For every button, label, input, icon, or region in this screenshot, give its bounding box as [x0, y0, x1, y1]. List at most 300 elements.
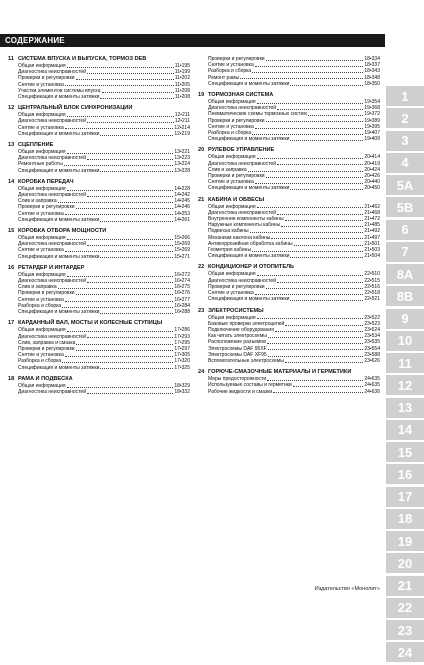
toc-column-left — [8, 56, 190, 400]
entry-title: Спецификация и моменты затяжки — [18, 94, 100, 101]
entry-title: Снятие и установка — [208, 179, 254, 186]
entry-title: Механизм наклона кабины — [208, 234, 271, 241]
section-number: 23 — [198, 307, 205, 314]
entry-title: Спецификация и моменты затяжки — [18, 364, 100, 371]
entry-title: Диагностика неисправностей — [208, 209, 276, 216]
dot-leader — [67, 116, 174, 117]
entry-page: 21•462 — [364, 203, 380, 210]
entry-page: 23•523 — [364, 320, 380, 327]
dot-leader — [100, 135, 173, 136]
entry-page: 18•350 — [364, 80, 380, 87]
entry-title: Пневматические схемы тормозных систем — [208, 111, 307, 118]
entry-page: 24•635 — [364, 382, 380, 389]
entry-title: Диагностика неисправностей — [18, 192, 86, 199]
chapter-tab[interactable]: 1 — [386, 86, 424, 106]
entry-page: 12•219 — [174, 130, 190, 137]
toc-entry[interactable] — [198, 296, 380, 302]
entry-title: Подключение оборудования — [208, 326, 274, 333]
chapter-tab[interactable]: 22 — [386, 598, 424, 618]
dot-leader — [76, 79, 174, 80]
dot-leader — [65, 301, 174, 302]
entry-page: 21•497 — [364, 234, 380, 241]
section-title — [8, 228, 190, 235]
chapter-tab[interactable]: 24 — [386, 642, 424, 662]
dot-leader — [255, 66, 364, 67]
entry-page: 17•293 — [174, 333, 190, 340]
dot-leader — [100, 171, 173, 172]
chapter-tab[interactable]: 9 — [386, 309, 424, 329]
entry-page: 17•297 — [174, 345, 190, 352]
section-title — [198, 147, 380, 154]
entry-page: 19•368 — [364, 105, 380, 112]
dot-leader — [100, 221, 173, 222]
section-number: 16 — [8, 264, 15, 271]
entry-page: 23•626 — [364, 357, 380, 364]
chapter-tab[interactable]: 6 — [386, 220, 424, 240]
dot-leader — [87, 122, 174, 123]
dot-leader — [277, 164, 363, 165]
toc-section — [8, 142, 190, 174]
section-title — [198, 369, 380, 376]
chapter-tabs — [386, 86, 424, 665]
toc-section — [8, 179, 190, 223]
toc-entry[interactable] — [8, 94, 190, 100]
toc-section — [198, 92, 380, 142]
section-number: 17 — [8, 320, 15, 327]
entry-title: Общая информация — [208, 271, 256, 278]
dot-leader — [67, 67, 174, 68]
entry-title: Проверки и регулировки — [208, 173, 265, 180]
dot-leader — [290, 140, 363, 141]
chapter-tab[interactable]: 12 — [386, 375, 424, 395]
entry-title: Диагностика неисправностей — [18, 118, 86, 125]
section-number: 18 — [8, 375, 15, 382]
entry-page: 19•395 — [364, 123, 380, 130]
section-title — [198, 92, 380, 99]
dot-leader — [87, 159, 173, 160]
entry-title: Снятие и установка — [18, 124, 64, 131]
entry-title: Участки элементов системы впуска — [18, 87, 101, 94]
dot-leader — [76, 294, 174, 295]
entry-title: Геометрия кабины — [208, 247, 252, 254]
entry-page: 20•426 — [364, 173, 380, 180]
entry-title: Снятие и установка — [208, 290, 254, 297]
entry-title: Общая информация — [18, 235, 66, 242]
entry-page: 18•348 — [364, 74, 380, 81]
dot-leader — [255, 294, 364, 295]
section-number: 14 — [8, 178, 15, 185]
dot-leader — [285, 325, 363, 326]
entry-page: 18•329 — [174, 382, 190, 389]
section-number: 24 — [198, 369, 205, 376]
toc-section — [198, 56, 380, 87]
entry-page: 23•554 — [364, 345, 380, 352]
dot-leader — [267, 380, 363, 381]
entry-title: Общая информация — [18, 149, 66, 156]
dot-leader — [268, 356, 364, 357]
dot-leader — [67, 190, 174, 191]
toc-entry[interactable] — [198, 81, 380, 87]
entry-title: Общая информация — [18, 112, 66, 119]
chapter-tab[interactable]: 2 — [386, 108, 424, 128]
dot-leader — [87, 245, 173, 246]
dot-leader — [65, 128, 174, 129]
dot-leader — [58, 288, 174, 289]
entry-page: 14•246 — [174, 204, 190, 211]
entry-page: 19•389 — [364, 117, 380, 124]
entry-page: 14•253 — [174, 210, 190, 217]
entry-page: 21•485 — [364, 222, 380, 229]
section-heading: ЦЕНТРАЛЬНЫЙ БЛОК СИНХРОНИЗАЦИИ — [18, 105, 133, 112]
entry-title: Спецификация и моменты затяжки — [18, 130, 100, 137]
entry-title: Диагностика неисправностей — [18, 155, 86, 162]
entry-title: Ремонт рамы — [208, 74, 240, 81]
entry-page: 16•284 — [174, 302, 190, 309]
entry-page: 16•277 — [174, 296, 190, 303]
publisher-footer: Издательство «Монолит» — [314, 586, 380, 592]
section-number: 22 — [198, 264, 205, 271]
toc-section — [8, 105, 190, 137]
dot-leader — [65, 214, 174, 215]
entry-page: 21•492 — [364, 228, 380, 235]
entry-page: 20•440 — [364, 179, 380, 186]
dot-leader — [273, 392, 363, 393]
entry-page: 16•276 — [174, 290, 190, 297]
section-title — [8, 265, 190, 272]
entry-page: 20•450 — [364, 185, 380, 192]
toc-section — [8, 320, 190, 370]
entry-page: 19•409 — [364, 136, 380, 143]
chapter-tab[interactable]: 21 — [386, 576, 424, 596]
entry-title: Спецификация и моменты затяжки — [208, 80, 290, 87]
section-heading: КОРОБКА ОТБОРА МОЩНОСТИ — [18, 228, 107, 235]
section-heading: ЭЛЕКТРОСИСТЕМЫ — [208, 307, 264, 314]
toc-section — [198, 197, 380, 260]
entry-page: 21•503 — [364, 247, 380, 254]
dot-leader — [67, 239, 174, 240]
entry-title: Общая информация — [18, 382, 66, 389]
entry-title: Спецификация и моменты затяжки — [208, 136, 290, 143]
entry-title: Электросхемы DAF 95XF — [208, 345, 267, 352]
dot-leader — [266, 121, 364, 122]
dot-leader — [67, 276, 174, 277]
dot-leader — [62, 307, 173, 308]
toc-entry[interactable] — [198, 185, 380, 191]
section-heading: ГОРЮЧЕ-СМАЗОЧНЫЕ МАТЕРИАЛЫ И ГЕРМЕТИКИ — [208, 369, 352, 376]
entry-title: Проверки и регулировки — [18, 290, 75, 297]
entry-page: 13•228 — [174, 167, 190, 174]
entry-page: 17•305 — [174, 352, 190, 359]
dot-leader — [252, 72, 363, 73]
entry-page: 22•510 — [364, 271, 380, 278]
dot-leader — [87, 282, 173, 283]
entry-page: 12•211 — [174, 118, 190, 125]
chapter-tab[interactable]: 8A — [386, 264, 424, 284]
entry-title: Спецификация и моменты затяжки — [208, 185, 290, 192]
chapter-tab[interactable]: 5B — [386, 197, 424, 217]
entry-page: 11•205 — [174, 81, 190, 88]
entry-page: 17•295 — [174, 339, 190, 346]
entry-title: Антикоррозийная обработка кабины — [208, 240, 293, 247]
chapter-tab[interactable]: 5A — [386, 175, 424, 195]
chapter-tab[interactable]: 20 — [386, 553, 424, 573]
entry-page: 20•414 — [364, 154, 380, 161]
chapter-tab[interactable]: 3 — [386, 131, 424, 151]
chapter-tab[interactable]: 11 — [386, 353, 424, 373]
entry-page: 21•468 — [364, 209, 380, 216]
section-title — [8, 56, 190, 63]
chapter-tab[interactable]: 13 — [386, 398, 424, 418]
entry-page: 23•588 — [364, 351, 380, 358]
entry-page: 23•524 — [364, 326, 380, 333]
toc-entry[interactable] — [8, 168, 190, 174]
dot-leader — [76, 344, 173, 345]
section-number: 12 — [8, 105, 15, 112]
entry-title: Диагностика неисправностей — [208, 277, 276, 284]
entry-page: 22•521 — [364, 296, 380, 303]
dot-leader — [257, 275, 364, 276]
entry-page: 15•269 — [174, 247, 190, 254]
entry-title: Спецификация и моменты затяжки — [18, 167, 100, 174]
entry-title: Наружные компоненты кабины — [208, 222, 281, 229]
dot-leader — [285, 220, 364, 221]
chapter-tab[interactable]: 19 — [386, 531, 424, 551]
entry-title: Ремонтные работы — [18, 161, 63, 168]
entry-title: Рабочие жидкости и смазки — [208, 388, 273, 395]
entry-page: 14•245 — [174, 198, 190, 205]
entry-page: 23•535 — [364, 339, 380, 346]
entry-title: Проверки и регулировки — [18, 204, 75, 211]
entry-page: 13•223 — [174, 155, 190, 162]
entry-page: 18•337 — [364, 62, 380, 69]
dot-leader — [257, 158, 364, 159]
entry-title: Общая информация — [208, 99, 256, 106]
dot-leader — [268, 349, 364, 350]
dot-leader — [67, 153, 174, 154]
chapter-tab[interactable]: 7 — [386, 242, 424, 262]
entry-title: Проверки и регулировки — [18, 75, 75, 82]
entry-page: 14•242 — [174, 192, 190, 199]
entry-title: Снятие и установка — [18, 81, 64, 88]
entry-title: Общая информация — [18, 63, 66, 69]
dot-leader — [87, 337, 173, 338]
toc-entry[interactable] — [198, 253, 380, 259]
entry-title: Спецификация и моменты затяжки — [208, 253, 290, 260]
dot-leader — [257, 103, 364, 104]
dot-leader — [308, 115, 363, 116]
dot-leader — [266, 60, 364, 61]
dot-leader — [268, 337, 363, 338]
dot-leader — [252, 251, 363, 252]
section-title — [8, 320, 190, 327]
dot-leader — [87, 393, 173, 394]
entry-page: 18•343 — [364, 68, 380, 75]
section-heading: КАРДАННЫЙ ВАЛ, МОСТЫ И КОЛЕСНЫЕ СТУПИЦЫ — [18, 320, 163, 327]
section-title — [198, 308, 380, 315]
section-heading: РАМА И ПОДВЕСКА — [18, 375, 73, 382]
entry-title: Снятие и установка — [18, 352, 64, 359]
dot-leader — [285, 362, 364, 363]
toc-entry[interactable] — [198, 136, 380, 142]
entry-page: 11•208 — [174, 87, 190, 94]
entry-page: 17•320 — [174, 358, 190, 365]
toc-entry[interactable] — [8, 254, 190, 260]
entry-title: Проверки и регулировки — [18, 345, 75, 352]
entry-title: Проверки и регулировки — [208, 56, 265, 62]
toc-entry[interactable] — [8, 365, 190, 371]
dot-leader — [67, 387, 174, 388]
entry-title: Расположение разъемов — [208, 339, 266, 346]
entry-page: 16•275 — [174, 284, 190, 291]
chapter-tab[interactable]: 16 — [386, 464, 424, 484]
entry-page: 14•228 — [174, 185, 190, 192]
chapter-tab[interactable]: 14 — [386, 420, 424, 440]
entry-title: Разборка и сборка — [208, 130, 252, 137]
toc-entry[interactable] — [198, 358, 380, 364]
toc-entry[interactable] — [8, 217, 190, 223]
entry-title: Базовые проверки электроцепей — [208, 320, 285, 327]
entry-title: Проверки и регулировки — [208, 117, 265, 124]
dot-leader — [102, 92, 174, 93]
entry-title: Общая информация — [208, 314, 256, 321]
entry-page: 22•516 — [364, 283, 380, 290]
entry-title: Слив, заправка и смазка — [18, 339, 76, 346]
entry-title: Диагностика неисправностей — [208, 160, 276, 167]
toc-section — [198, 369, 380, 395]
dot-leader — [100, 98, 173, 99]
dot-leader — [62, 362, 173, 363]
page-title: СОДЕРЖАНИЕ — [5, 36, 65, 45]
section-title — [8, 142, 190, 149]
entry-title: Снятие и установка — [18, 296, 64, 303]
entry-page: 21•472 — [364, 216, 380, 223]
entry-page: 13•221 — [174, 149, 190, 156]
dot-leader — [290, 189, 363, 190]
toc-section — [8, 376, 190, 395]
entry-page: 20•419 — [364, 160, 380, 167]
dot-leader — [65, 356, 174, 357]
dot-leader — [267, 343, 363, 344]
section-heading: КОРОБКА ПЕРЕДАЧ — [18, 178, 74, 185]
entry-page: 11•208 — [174, 94, 190, 101]
entry-page: 14•261 — [174, 216, 190, 223]
dot-leader — [100, 257, 173, 258]
entry-page: 19•407 — [364, 130, 380, 137]
dot-leader — [293, 386, 364, 387]
dot-leader — [255, 128, 364, 129]
entry-title: Слив и заправка — [208, 166, 247, 173]
section-number: 11 — [8, 56, 14, 62]
chapter-tab[interactable]: 15 — [386, 442, 424, 462]
entry-page: 11•195 — [174, 63, 190, 69]
section-number: 19 — [198, 92, 205, 99]
toc-section — [8, 265, 190, 315]
dot-leader — [58, 202, 174, 203]
chapter-tab[interactable]: 4 — [386, 153, 424, 173]
entry-title: Диагностика неисправностей — [18, 333, 86, 340]
entry-title: Как читать электросхемы — [208, 333, 267, 340]
entry-title: Диагностика неисправностей — [18, 388, 86, 395]
section-number: 21 — [198, 196, 205, 203]
dot-leader — [290, 85, 363, 86]
section-heading: КАБИНА И ОБВЕСЫ — [208, 196, 265, 203]
chapter-tab[interactable]: 17 — [386, 487, 424, 507]
entry-title: Снятие и установка — [18, 247, 64, 254]
dot-leader — [100, 313, 173, 314]
entry-title: Общая информация — [208, 154, 256, 161]
entry-page: 17•286 — [174, 327, 190, 334]
entry-page: 19•354 — [364, 99, 380, 106]
entry-page: 20•424 — [364, 166, 380, 173]
entry-title: Спецификация и моменты затяжки — [18, 309, 100, 316]
entry-page: 16•288 — [174, 309, 190, 316]
entry-page: 19•372 — [364, 111, 380, 118]
entry-page: 18•332 — [174, 388, 190, 395]
dot-leader — [76, 350, 174, 351]
entry-page: 12•211 — [174, 112, 190, 119]
chapter-tab[interactable]: 23 — [386, 620, 424, 640]
section-title — [8, 179, 190, 186]
entry-page: 23•534 — [364, 333, 380, 340]
toc-entry[interactable] — [8, 389, 190, 395]
dot-leader — [252, 134, 363, 135]
entry-page: 13•224 — [174, 161, 190, 168]
toc-column-right — [198, 56, 380, 400]
section-heading: КОНДИЦИОНЕР И ОТОПИТЕЛЬ — [208, 264, 295, 271]
entry-title: Снятие и установка — [208, 62, 254, 69]
entry-title: Общая информация — [18, 327, 66, 334]
entry-page: 15•269 — [174, 241, 190, 248]
dot-leader — [266, 288, 364, 289]
section-title — [198, 264, 380, 271]
entry-title: Электросхемы DAF XF95 — [208, 351, 267, 358]
chapter-tab[interactable]: 8B — [386, 286, 424, 306]
entry-title: Слив и заправка — [18, 198, 57, 205]
entry-title: Меры предосторожности — [208, 376, 267, 383]
chapter-tab[interactable]: 10 — [386, 331, 424, 351]
dot-leader — [266, 177, 364, 178]
entry-page: 12•214 — [174, 124, 190, 131]
section-heading: СЦЕПЛЕНИЕ — [18, 142, 54, 149]
dot-leader — [255, 183, 364, 184]
entry-title: Слив и заправка — [18, 284, 57, 291]
section-title — [198, 197, 380, 204]
dot-leader — [290, 257, 363, 258]
entry-page: 16•272 — [174, 271, 190, 278]
entry-title: Разборка и сборка — [18, 302, 62, 309]
entry-title: Общая информация — [208, 203, 256, 210]
entry-title: Диагностика неисправностей — [208, 105, 276, 112]
entry-title: Проверки и регулировки — [208, 283, 265, 290]
dot-leader — [277, 282, 363, 283]
section-number: 15 — [8, 228, 15, 235]
entry-page: 22•518 — [364, 290, 380, 297]
toc-entry[interactable] — [8, 309, 190, 315]
dot-leader — [257, 318, 364, 319]
entry-title: Спецификация и моменты затяжки — [18, 253, 100, 260]
dot-leader — [65, 251, 174, 252]
entry-page: 22•515 — [364, 277, 380, 284]
section-number: 13 — [8, 142, 15, 149]
chapter-tab[interactable]: 18 — [386, 509, 424, 529]
entry-page: 21•504 — [364, 253, 380, 260]
toc-entry[interactable] — [8, 131, 190, 137]
section-number: 20 — [198, 147, 205, 154]
entry-title: Внутренние компоненты кабины — [208, 216, 284, 223]
entry-title: Снятие и установка — [18, 210, 64, 217]
toc-section — [198, 308, 380, 365]
toc-entry[interactable] — [198, 389, 380, 395]
